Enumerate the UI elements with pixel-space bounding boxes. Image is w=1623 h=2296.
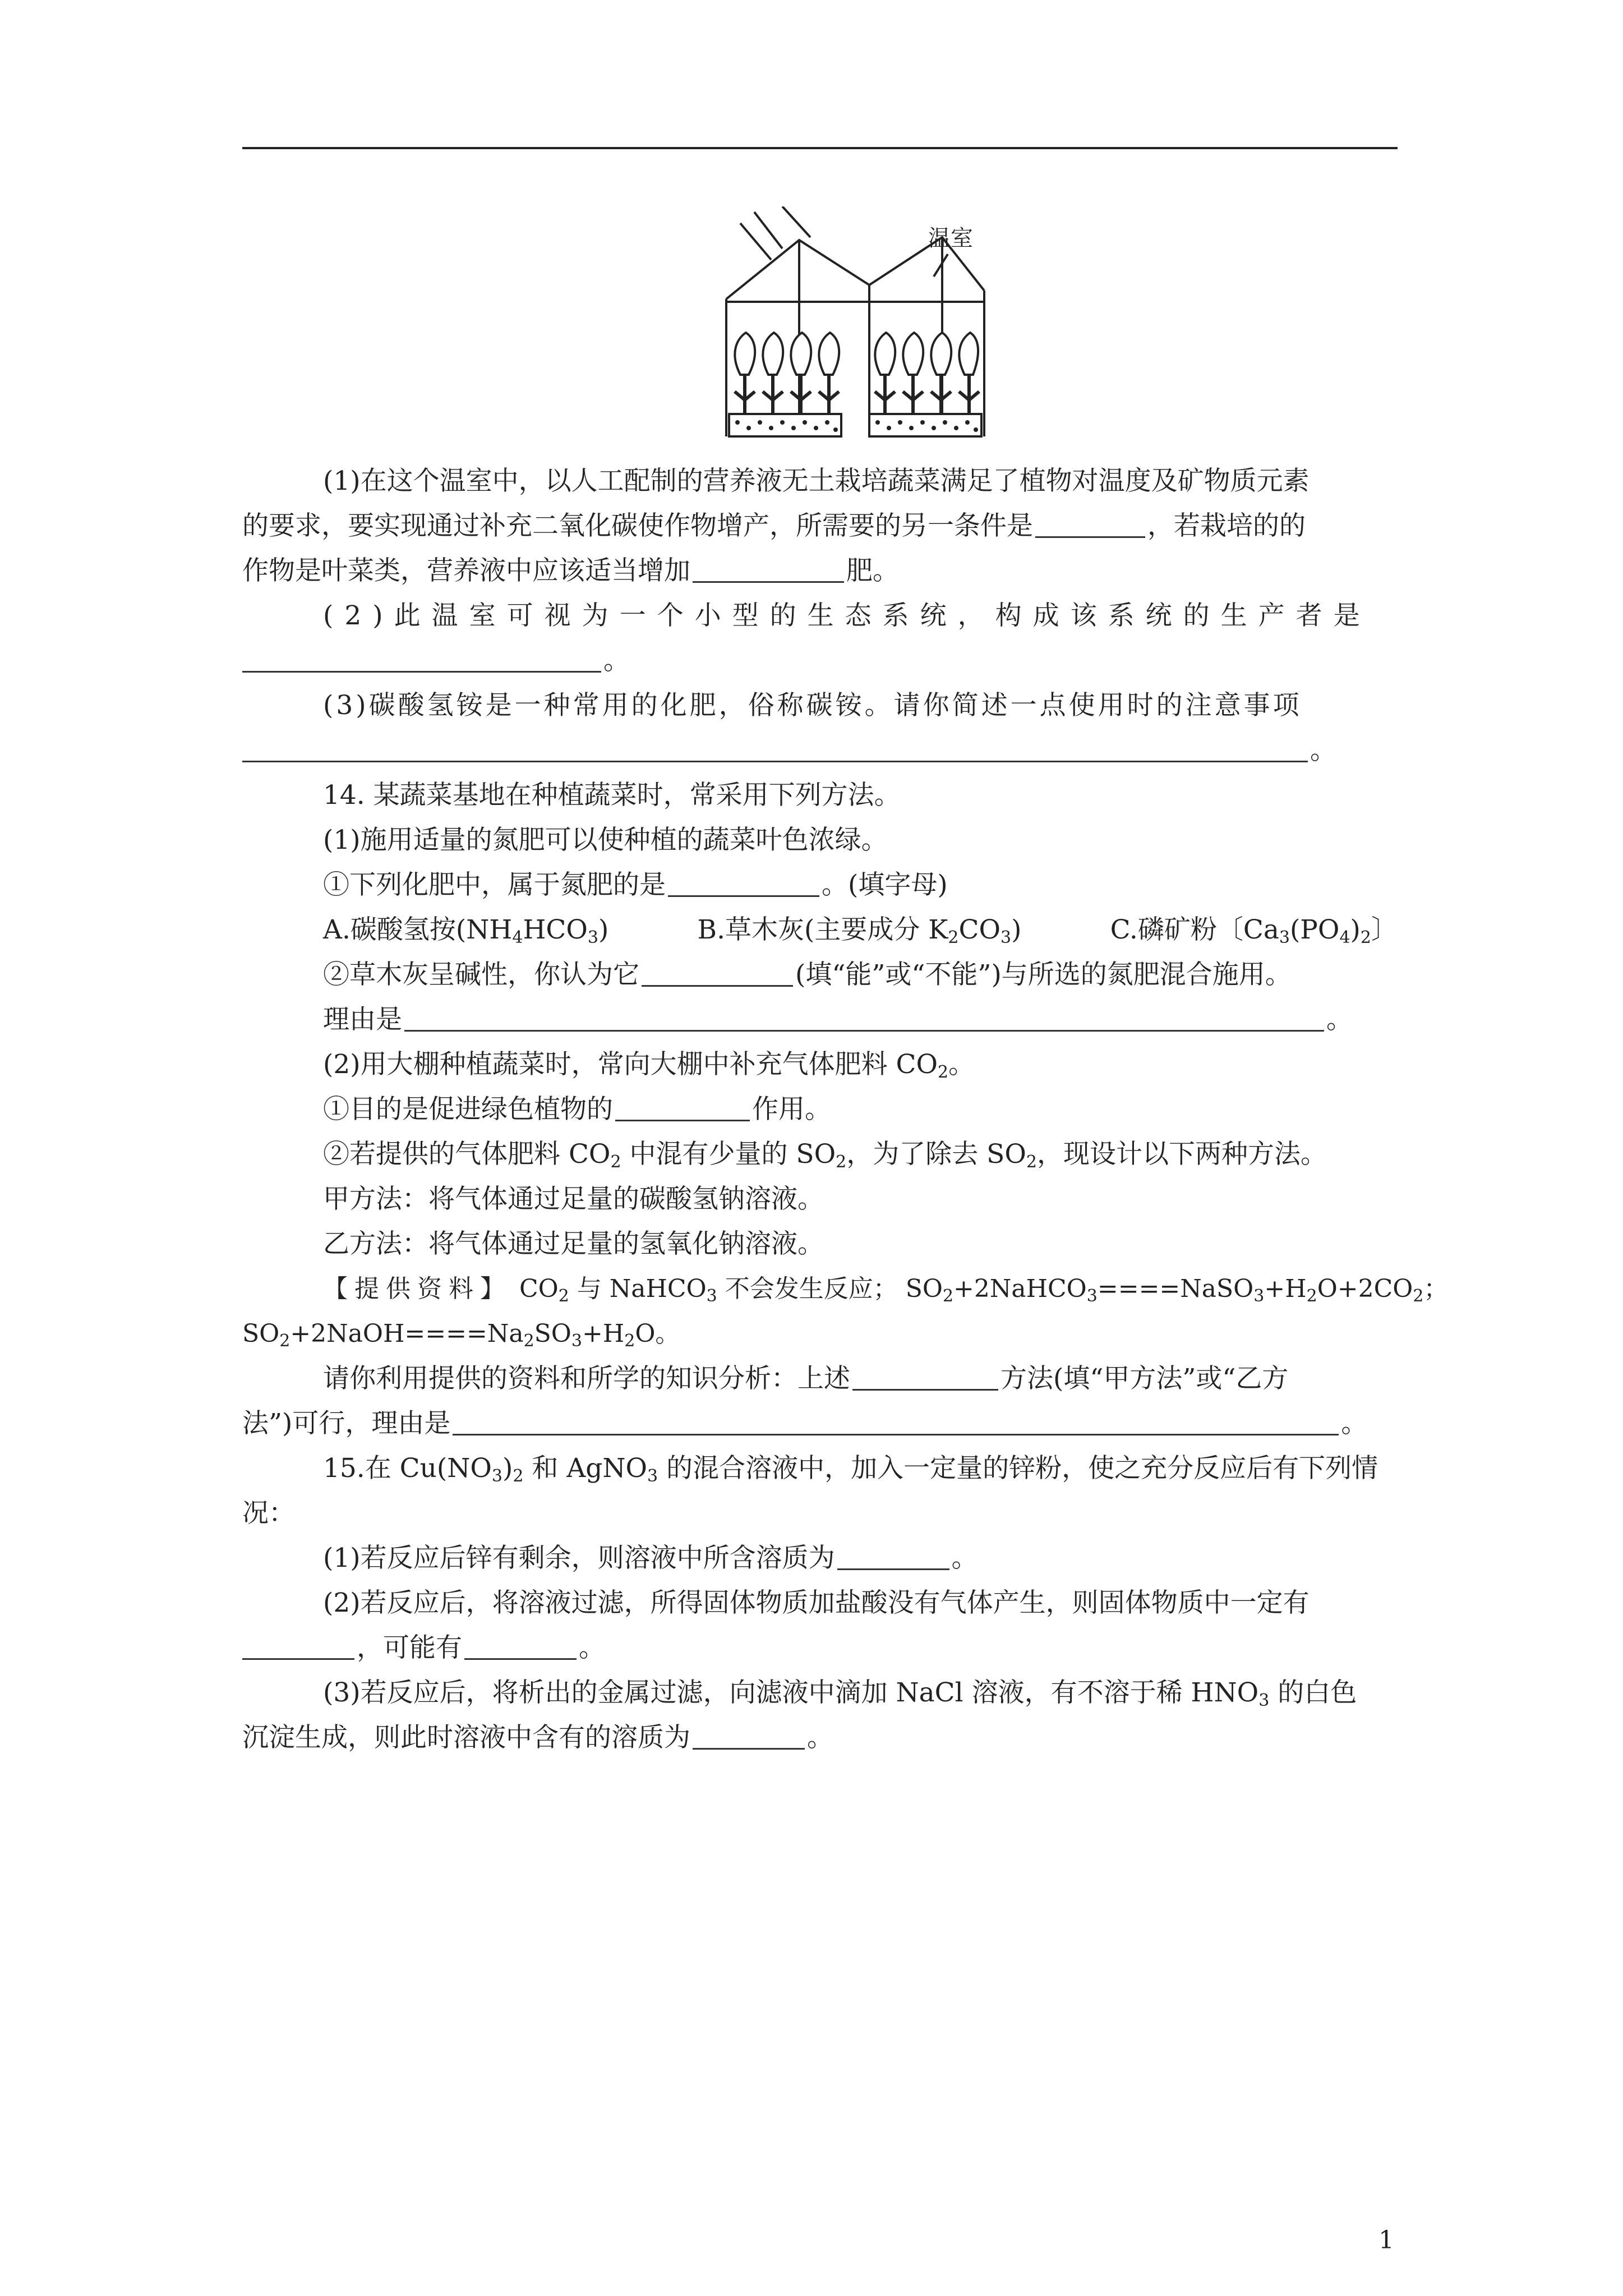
q15-part3-line2: 沉淀生成，则此时溶液中含有的溶质为 。 (242, 1722, 833, 1753)
plant-8 (959, 333, 978, 375)
q15-part2-line1: (2)若反应后，将溶液过滤，所得固体物质加盐酸没有气体产生，则固体物质中一定有 (323, 1588, 1310, 1618)
q15-part2-line2: ，可能有 。 (242, 1626, 1398, 1671)
q14-title: 14. 某蔬菜基地在种植蔬菜时，常采用下列方法。 (323, 780, 901, 811)
answer-blank[interactable] (837, 1542, 949, 1570)
answer-blank[interactable] (242, 1631, 354, 1660)
answer-blank[interactable] (242, 644, 601, 673)
q14-part2: (2)用大棚种植蔬菜时，常向大棚中补充气体肥料 $CO_2$。 (323, 1049, 975, 1082)
answer-blank[interactable] (615, 1093, 750, 1121)
q15-title-cont: 况： (242, 1498, 295, 1529)
plant-7 (931, 333, 951, 375)
answer-blank[interactable] (464, 1631, 577, 1660)
greenhouse-label: 温室 (928, 226, 973, 251)
q14-part1-i: ①下列化肥中，属于氮肥的是 。(填字母) (323, 869, 948, 900)
plant-4 (819, 333, 839, 375)
answer-blank[interactable] (852, 1362, 998, 1391)
answer-blank[interactable] (668, 868, 819, 897)
answer-blank[interactable] (242, 734, 1308, 762)
q14-part2-i: ①目的是促进绿色植物的 作用。 (323, 1094, 831, 1125)
page-number: 1 (1378, 2226, 1394, 2254)
sun-ray-3 (782, 206, 810, 237)
q14-method-b: 乙方法：将气体通过足量的氢氧化钠溶液。 (323, 1228, 824, 1259)
option-a: A.碳酸氢按$(NH_4HCO_3)$ (323, 914, 609, 947)
q13-part1-line3: 作物是叶菜类，营养液中应该适当增加 肥。 (242, 555, 899, 586)
plant-5 (875, 333, 895, 375)
q13-part2-line2: 。 (242, 638, 1398, 683)
answer-blank[interactable] (642, 958, 793, 987)
plant-6 (903, 333, 923, 375)
q15-part3-line1: (3)若反应后，将析出的金属过滤，向滤液中滴加 NaCl 溶液，有不溶于稀 $HNO_3$ 的白色 (323, 1677, 1357, 1710)
soil-bed-left (729, 414, 841, 436)
greenhouse-figure (718, 206, 987, 442)
answer-blank[interactable] (693, 1721, 805, 1750)
q14-ask-line2: 法”)可行，理由是 。 (242, 1408, 1368, 1439)
q14-part1-reason: 理由是 。 (323, 1004, 1353, 1035)
q13-part2-line1: (2)此温室可视为一个小型的生态系统，构成该系统的生产者是 (323, 600, 1371, 631)
q14-part1: (1)施用适量的氮肥可以使种植的蔬菜叶色浓绿。 (323, 825, 888, 855)
q13-part3-line1: (3)碳酸氢铵是一种常用的化肥，俗称碳铵。请你简述一点使用时的注意事项 (323, 690, 1302, 721)
q14-part1-ii: ②草木灰呈碱性，你认为它 (填“能”或“不能”)与所选的氮肥混合施用。 (323, 959, 1292, 990)
q14-options (242, 908, 1398, 953)
q13-part3-line2: 。 (242, 728, 1398, 773)
header-rule (242, 147, 1398, 149)
q14-info-line2: $SO_2+2NaOH====Na_2SO_3+H_2O$。 (242, 1319, 680, 1351)
q14-info-line1: 【提供资料】 $CO_2$ 与 NaHCO$_3$ 不会发生反应； $SO_2+2NaHCO_3====NaSO_3+H_2O+2CO_2$； (323, 1274, 1449, 1306)
q15-title: 15.在 $Cu(NO_3)_2$ 和 AgNO$_3$ 的混合溶液中，加入一定量的锌粉，使之充分反应后有下列情 (323, 1453, 1378, 1486)
answer-blank[interactable] (693, 554, 844, 583)
plant-1 (735, 333, 755, 375)
q13-part1-line1: (1)在这个温室中，以人工配制的营养液无土栽培蔬菜满足了植物对温度及矿物质元素 (323, 466, 1310, 496)
plant-3 (791, 333, 811, 375)
sun-ray-2 (754, 212, 782, 249)
q14-ask-line1: 请你利用提供的资料和所学的知识分析：上述 方法(填“甲方法”或“乙方 (323, 1363, 1289, 1394)
q14-method-a: 甲方法：将气体通过足量的碳酸氢钠溶液。 (323, 1184, 824, 1214)
q13-part1-line2: 的要求，要实现通过补充二氧化碳使作物增产，所需要的另一条件是 ，若栽培的的 (242, 510, 1306, 541)
answer-blank[interactable] (404, 1003, 1324, 1032)
question-body (242, 459, 1449, 1760)
q14-part2-ii: ②若提供的气体肥料 $CO_2$ 中混有少量的 $SO_2$，为了除去 $SO_2$，现设计以下两种方法。 (323, 1139, 1327, 1172)
option-c: C.磷矿粉〔$Ca_3(PO_4)_2$〕 (1110, 914, 1398, 947)
answer-blank[interactable] (453, 1407, 1339, 1435)
q15-part1: (1)若反应后锌有剩余，则溶液中所含溶质为 。 (323, 1543, 978, 1573)
plant-2 (763, 333, 783, 375)
greenhouse-diagram (718, 206, 987, 442)
soil-bed-right (869, 414, 981, 436)
label-pointer (934, 254, 948, 277)
option-b: B.草木灰(主要成分 $K_2CO_3$) (697, 914, 1022, 947)
answer-blank[interactable] (1035, 509, 1145, 538)
